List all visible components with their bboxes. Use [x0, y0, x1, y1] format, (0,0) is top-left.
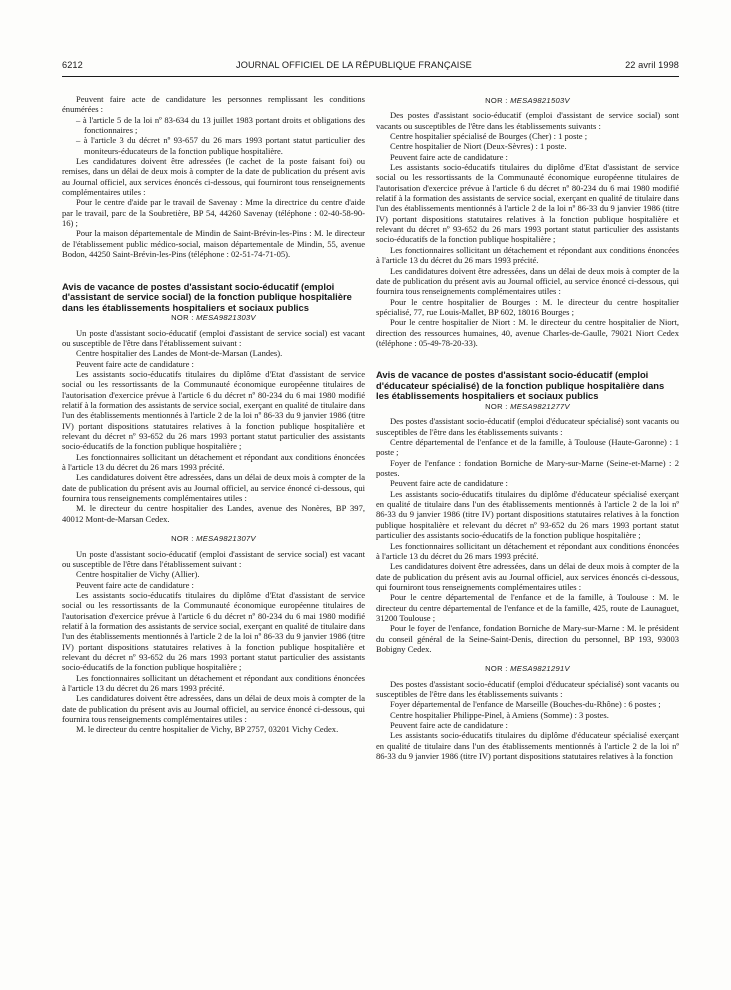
- paragraph: Pour le centre hospitalier de Bourges : M. le directeur du centre hospitalier spécialisé, 77, rue Louis-Mallet, BP 602, 18016 Bourges ;: [376, 296, 679, 317]
- paragraph: Les fonctionnaires sollicitant un détachement et répondant aux conditions énoncées à l'article 13 du décret du 26 mars 1993 précité.: [62, 672, 365, 693]
- paragraph: Centre hospitalier Philippe-Pinel, à Amiens (Somme) : 3 postes.: [390, 709, 609, 720]
- paragraph: Les candidatures doivent être adressées, dans un délai de deux mois à compter de la date de publication du présent avis au Journal officiel, au service énoncé ci-dessous, qui fournira tous renseignements complémentaires utiles :: [376, 265, 679, 297]
- nor-reference: [62, 313, 365, 323]
- paragraph: Pour le centre hospitalier de Niort : M. le directeur du centre hospitalier de Niort, direction des ressources humaines, 40, avenue Charles-de-Gaulle, 79021 Niort Cedex (téléphone : 05-49-78-20-33).: [376, 317, 679, 348]
- paragraph: Pour la maison départementale de Mindin de Saint-Brévin-les-Pins : M. le directeur de l'établissement public médico-social, maison départementale de Mindin, 55, avenue Bodon, 44250 Saint-Brévin-les-Pins (téléphone : 02-51-74-71-05).: [62, 228, 365, 260]
- list-item: – à l'article 5 de la loi nº 83-634 du 13 juillet 1983 portant droits et obligations des fonctionnaires ;: [76, 115, 365, 136]
- paragraph: M. le directeur du centre hospitalier de Vichy, BP 2757, 03201 Vichy Cedex.: [76, 724, 339, 735]
- paragraph: Les assistants socio-éducatifs titulaires du diplôme d'Etat d'assistant de service social ou les ressortissants de la Communauté économique européenne titulaires de l'autorisation d'exercice prévue à l'article 6 du décret nº 80-234 du 6 mai 1980 modifié relatif à la formation des assistants de service social, exerçant en qualité de titulaire dans l'un des établissements mentionnés à l'article 2 de la loi nº 86-33 du 9 janvier 1986 (titre IV) portant dispositions statutaires relatives à la fonction publique hospitalière et relevant du décret nº 93-652 du 26 mars 1993 portant statut particulier des assistants socio-éducatifs de la fonction publique hospitalière ;: [62, 369, 365, 452]
- paragraph: Les candidatures doivent être adressées, dans un délai de deux mois à compter de la date de publication du présent avis au Journal officiel, au service énoncé ci-dessous, qui fournira tous renseignements complémentaires utiles :: [62, 693, 365, 724]
- paragraph: Centre départemental de l'enfance et de la famille, à Toulouse (Haute-Garonne) : 1 poste ;: [376, 437, 679, 458]
- nor-reference: [376, 664, 679, 674]
- paragraph: Les assistants socio-éducatifs titulaires du diplôme d'Etat d'assistant de service social ou les ressortissants de la Communauté économique européenne titulaires de l'autorisation d'exercice prévue à l'article 6 du décret nº 80-234 du 6 mai 1980 modifié relatif à la formation des assistants de service social, exerçant en qualité de titulaire dans l'un des établissements mentionnés à l'article 2 de la loi nº 86-33 du 9 janvier 1986 (titre IV) portant dispositions statutaires relatives à la fonction publique hospitalière et relevant du décret nº 93-652 du 26 mars 1993 portant statut particulier des assistants socio-éducatifs de la fonction publique hospitalière ;: [62, 589, 365, 673]
- paragraph: Les candidatures doivent être adressées, dans un délai de deux mois à compter de la date de publication du présent avis au Journal officiel, aux services énoncés ci-dessous, qui fourniront tous renseignements complémentaires utiles :: [376, 561, 679, 592]
- paragraph: Pour le foyer de l'enfance, fondation Borniche de Mary-sur-Marne : M. le président du conseil général de la Seine-Saint-Denis, direction du personnel, BP 193, 93003 Bobigny Cedex.: [376, 623, 679, 654]
- paragraph: Peuvent faire acte de candidature :: [76, 358, 194, 369]
- paragraph: Foyer départemental de l'enfance de Marseille (Bouches-du-Rhône) : 6 postes ;: [390, 699, 661, 710]
- nor-label: NOR :: [485, 402, 508, 412]
- paragraph: Les assistants socio-éducatifs titulaires du diplôme d'Etat d'assistant de service social ou les ressortissants de la Communauté économique européenne titulaires de l'autorisation d'exercice prévue à l'article 6 du décret nº 80-234 du 6 mai 1980 modifié relatif à la formation des assistants de service social, exerçant en qualité de titulaire dans l'un des établissements mentionnés à l'article 2 de la loi nº 86-33 du 9 janvier 1986 (titre IV) portant dispositions statutaires relatives à la fonction publique hospitalière et relevant du décret nº 93-652 du 26 mars 1993 portant statut particulier des assistants socio-éducatifs de la fonction publique hospitalière ;: [376, 162, 679, 245]
- paragraph: Les assistants socio-éducatifs titulaires du diplôme d'éducateur spécialisé exerçant en qualité de titulaire dans l'un des établissements mentionnés à l'article 2 de la loi nº 86-33 du 9 janvier 1986 (titre IV) portant dispositions statutaires relatives à la fonction: [376, 730, 679, 762]
- nor-reference: [376, 96, 679, 106]
- nor-label: NOR :: [171, 534, 194, 544]
- paragraph: Pour le centre départemental de l'enfance et de la famille, à Toulouse : M. le directeur du centre départemental de l'enfance et de la famille, 425, route de Launaguet, 31200 Toulouse ;: [376, 592, 679, 623]
- paragraph: Les candidatures doivent être adressées (le cachet de la poste faisant foi) ou remises, dans un délai de deux mois à compter de la date de publication du présent avis au Journal officiel, aux services énoncés ci-dessous, qui fourniront tous renseignements complémentaires utiles :: [62, 156, 365, 198]
- paragraph: Centre hospitalier des Landes de Mont-de-Marsan (Landes).: [76, 348, 283, 359]
- page-header: [62, 60, 679, 74]
- paragraph: Peuvent faire acte de candidature :: [390, 151, 508, 162]
- paragraph: Centre hospitalier de Vichy (Allier).: [76, 569, 200, 580]
- right-column: [376, 96, 679, 761]
- page-number: 6212: [62, 60, 83, 70]
- paragraph: Les fonctionnaires sollicitant un détachement et répondant aux conditions énoncées à l'article 13 du décret du 26 mars 1993 précité.: [376, 540, 679, 561]
- nor-reference: [62, 534, 365, 544]
- paragraph: Un poste d'assistant socio-éducatif (emploi d'assistant de service social) est vacant ou susceptible de l'être dans l'établissement suivant :: [62, 327, 365, 348]
- paragraph: Les candidatures doivent être adressées, dans un délai de deux mois à compter de la date de publication du présent avis au Journal officiel, au service énoncé ci-dessous, qui fournira tous renseignements complémentaires utiles :: [62, 472, 365, 504]
- nor-code: MESA9821303V: [196, 313, 256, 323]
- list-item: – à l'article 3 du décret nº 93-657 du 26 mars 1993 portant statut particulier des moniteurs-éducateurs de la fonction publique hospitalière.: [76, 135, 365, 156]
- section-heading: Avis de vacance de postes d'assistant socio-éducatif (emploi d'assistant de service social) de la fonction publique hospitalière dans les établissements hospitaliers et sociaux publics: [62, 280, 352, 313]
- paragraph: Pour le centre d'aide par le travail de Savenay : Mme la directrice du centre d'aide par le travail, parc de la Soubretière, BP 54, 44260 Savenay (téléphone : 02-40-58-90-16) ;: [62, 197, 365, 229]
- paragraph: Peuvent faire acte de candidature :: [390, 478, 508, 489]
- paragraph: Les fonctionnaires sollicitant un détachement et répondant aux conditions énoncées à l'article 13 du décret du 26 mars 1993 précité.: [376, 244, 679, 266]
- paragraph: Des postes d'assistant socio-éducatif (emploi d'assistant de service social) sont vacants ou susceptibles de l'être dans les établissements suivants :: [376, 110, 679, 131]
- nor-reference: [376, 402, 679, 412]
- paragraph: Des postes d'assistant socio-éducatif (emploi d'éducateur spécialisé) sont vacants ou susceptibles de l'être dans les établissements suivants :: [376, 416, 679, 437]
- paragraph: Peuvent faire acte de candidature les personnes remplissant les conditions énumérées :: [62, 94, 365, 115]
- paragraph: Peuvent faire acte de candidature :: [390, 720, 508, 730]
- journal-title: JOURNAL OFFICIEL DE LA RÉPUBLIQUE FRANÇAISE: [236, 60, 472, 70]
- section-heading: Avis de vacance de postes d'assistant socio-éducatif (emploi d'éducateur spécialisé) de la fonction publique hospitalière dans les établissements hospitaliers et sociaux publics: [376, 369, 665, 402]
- paragraph: Un poste d'assistant socio-éducatif (emploi d'assistant de service social) est vacant ou susceptible de l'être dans l'établissement suivant :: [62, 548, 365, 569]
- nor-code: MESA9821291V: [510, 664, 570, 674]
- nor-code: MESA9821503V: [510, 96, 570, 105]
- header-rule: [62, 76, 679, 77]
- nor-label: NOR :: [171, 313, 194, 323]
- nor-label: NOR :: [485, 96, 508, 105]
- nor-label: NOR :: [485, 664, 508, 674]
- paragraph: Les fonctionnaires sollicitant un détachement et répondant aux conditions énoncées à l'article 13 du décret du 26 mars 1993 précité.: [62, 451, 365, 473]
- paragraph: M. le directeur du centre hospitalier des Landes, avenue des Nonères, BP 397, 40012 Mont-de-Marsan Cedex.: [62, 503, 365, 524]
- paragraph: Des postes d'assistant socio-éducatif (emploi d'éducateur spécialisé) sont vacants ou susceptibles de l'être dans les établissements suivants :: [376, 678, 679, 699]
- paragraph: Foyer de l'enfance : fondation Borniche de Mary-sur-Marne (Seine-et-Marne) : 2 postes.: [376, 457, 679, 479]
- nor-code: MESA9821277V: [510, 402, 570, 412]
- left-column: [62, 94, 365, 735]
- paragraph: Les assistants socio-éducatifs titulaires du diplôme d'éducateur spécialisé exerçant en qualité de titulaire dans l'un des établissements mentionnés à l'article 2 de la loi nº 86-33 du 9 janvier 1986 (titre IV) portant dispositions statutaires relatives à la fonction publique hospitalière et relevant du décret nº 93-652 du 26 mars 1993 portant statut particulier des assistants socio-éducatifs de la fonction publique hospitalière ;: [376, 488, 679, 541]
- paragraph: Peuvent faire acte de candidature :: [76, 579, 194, 590]
- nor-code: MESA9821307V: [196, 534, 256, 544]
- publication-date: 22 avril 1998: [625, 60, 679, 70]
- conditions-list: [62, 115, 365, 156]
- paragraph: Centre hospitalier de Niort (Deux-Sèvres) : 1 poste.: [390, 141, 567, 152]
- paragraph: Centre hospitalier spécialisé de Bourges (Cher) : 1 poste ;: [390, 131, 588, 142]
